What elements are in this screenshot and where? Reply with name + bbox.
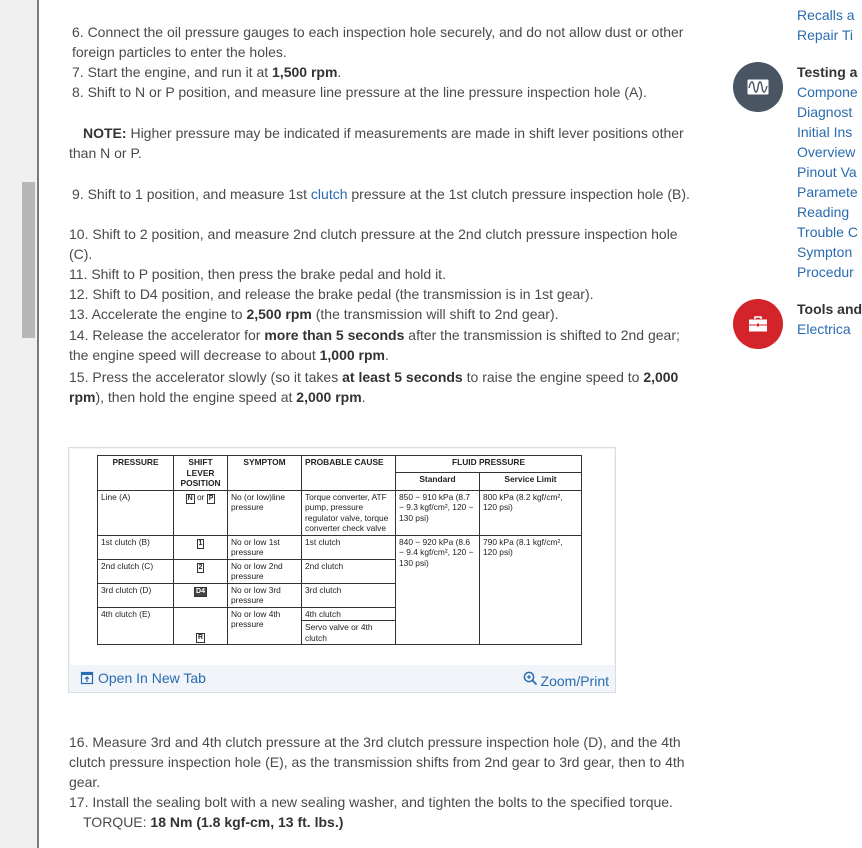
sidebar-heading-tools: Tools and xyxy=(797,301,862,317)
open-new-tab-icon xyxy=(81,672,93,684)
cell-clutch-limit: 790 kPa (8.1 kgf/cm², 120 psi) xyxy=(480,535,582,645)
step-11: 11. Shift to P position, then press the brake pedal and hold it. xyxy=(69,266,446,282)
step-10: 10. Shift to 2 position, and measure 2nd clutch pressure at the 2nd clutch pressure inspection hole (C). xyxy=(69,226,678,262)
key-n-icon: N xyxy=(187,494,193,502)
step-14-rpm: 1,000 rpm xyxy=(319,347,385,363)
cell-cause: Torque converter, ATF pump, pressure regulator valve, torque converter check valve xyxy=(302,490,396,535)
step-15-end: . xyxy=(361,389,366,405)
figure-footer xyxy=(69,666,615,692)
testing-section-icon xyxy=(733,62,783,112)
cell-shift-position xyxy=(174,583,228,607)
step-7-rpm: 1,500 rpm xyxy=(272,64,338,80)
sidebar-link-parameters[interactable]: Paramete xyxy=(797,184,858,200)
pressure-table-figure xyxy=(68,447,616,693)
key-p-icon: P xyxy=(208,494,214,502)
toolbox-icon xyxy=(748,316,768,332)
sidebar-link-electrical[interactable]: Electrica xyxy=(797,321,851,337)
cell-shift-position xyxy=(174,559,228,583)
header-standard: Standard xyxy=(396,473,480,490)
cell-service-limit: 800 kPa (8.2 kgf/cm², 120 psi) xyxy=(480,490,582,535)
cell-cause: 4th clutch xyxy=(302,607,396,621)
table-row-line xyxy=(98,490,582,535)
cell-pressure: 1st clutch (B) xyxy=(98,535,174,559)
zoom-print-label: Zoom/Print xyxy=(540,673,609,689)
step-14-mid: after the transmission is shifted to 2nd gear; the engine speed will decrease to about xyxy=(69,327,680,363)
step-9-end: pressure at the 1st clutch pressure inspection hole (B). xyxy=(347,186,690,202)
note-text: Higher pressure may be indicated if measurements are made in shift lever positions other than N or P. xyxy=(69,125,684,161)
sidebar-link-initial-inspection[interactable]: Initial Ins xyxy=(797,124,853,140)
cell-cause: 1st clutch xyxy=(302,535,396,559)
cell-cause: 3rd clutch xyxy=(302,583,396,607)
step-9-text: 9. Shift to 1 position, and measure 1st xyxy=(72,186,311,202)
cell-cause: 2nd clutch xyxy=(302,559,396,583)
header-fluid-pressure: FLUID PRESSURE xyxy=(396,456,582,473)
table-header-row xyxy=(98,456,582,473)
step-15-text: 15. Press the accelerator slowly (so it takes xyxy=(69,369,343,385)
cell-clutch-standard: 840 − 920 kPa (8.6 − 9.4 kgf/cm², 120 − 130 psi) xyxy=(396,535,480,645)
cell-shift-position xyxy=(174,607,228,645)
step-17: 17. Install the sealing bolt with a new sealing washer, and tighten the bolts to the specified torque. xyxy=(69,794,673,810)
fluid-pressure-table xyxy=(97,455,582,645)
sidebar-link-trouble-codes[interactable]: Trouble C xyxy=(797,224,858,240)
oscilloscope-icon xyxy=(747,79,769,95)
step-13-end: (the transmission will shift to 2nd gear). xyxy=(311,306,559,322)
step-7 xyxy=(69,62,341,82)
sidebar-link-recalls[interactable]: Recalls a xyxy=(797,7,855,23)
step-9 xyxy=(69,184,697,204)
table-row-1st xyxy=(98,535,582,559)
header-service-limit: Service Limit xyxy=(480,473,582,490)
sidebar-link-diagnostics[interactable]: Diagnost xyxy=(797,104,853,120)
step-6: 6. Connect the oil pressure gauges to each inspection hole securely, and do not allow dust or other foreign particles to enter the holes. xyxy=(72,24,684,60)
zoom-print-button[interactable] xyxy=(523,668,609,689)
header-probable-cause: PROBABLE CAUSE xyxy=(302,456,396,491)
or-text: or xyxy=(196,491,205,502)
open-in-new-tab-label: Open In New Tab xyxy=(98,670,206,686)
cell-shift-position xyxy=(174,490,228,535)
step-14-text: 14. Release the accelerator for xyxy=(69,327,265,343)
cell-standard: 850 − 910 kPa (8.7 − 9.3 kgf/cm², 120 − 130 psi) xyxy=(396,490,480,535)
step-16: 16. Measure 3rd and 4th clutch pressure at the 3rd clutch pressure inspection hole (D), and the 4th clutch pressure inspection hole (E), as the transmission shifts from 2nd gear to 3rd gear, then to 4th gear. xyxy=(69,734,685,790)
cell-pressure: 2nd clutch (C) xyxy=(98,559,174,583)
cell-symptom: No or low 4th pressure xyxy=(228,607,302,645)
header-shift-lever: SHIFT LEVER POSITION xyxy=(174,456,228,491)
sidebar-link-components[interactable]: Compone xyxy=(797,84,858,100)
left-gutter xyxy=(0,0,37,848)
torque-spec xyxy=(83,812,343,832)
step-13-rpm: 2,500 rpm xyxy=(246,306,312,322)
cell-symptom: No or low 2nd pressure xyxy=(228,559,302,583)
right-sidebar xyxy=(730,0,862,848)
clutch-link[interactable]: clutch xyxy=(310,186,348,202)
open-in-new-tab-button[interactable] xyxy=(81,670,206,686)
step-7-end: . xyxy=(337,64,342,80)
cell-symptom: No or low 3rd pressure xyxy=(228,583,302,607)
note xyxy=(69,123,699,163)
step-7-text: 7. Start the engine, and run it at xyxy=(72,64,273,80)
cell-symptom: No or low 1st pressure xyxy=(228,535,302,559)
sidebar-link-overview[interactable]: Overview xyxy=(797,144,856,160)
sidebar-link-reading[interactable]: Reading xyxy=(797,204,850,220)
cell-pressure: 3rd clutch (D) xyxy=(98,583,174,607)
tools-section-icon xyxy=(733,299,783,349)
cell-shift-position xyxy=(174,535,228,559)
step-13-text: 13. Accelerate the engine to xyxy=(69,306,247,322)
torque-label: TORQUE: xyxy=(83,814,151,830)
key-r-icon: R xyxy=(197,634,204,641)
zoom-in-icon xyxy=(523,671,538,686)
key-2-icon: 2 xyxy=(198,563,203,571)
step-14-end: . xyxy=(385,347,389,363)
step-13 xyxy=(69,304,559,324)
header-pressure: PRESSURE xyxy=(98,456,174,491)
sidebar-link-symptoms[interactable]: Sympton xyxy=(797,244,853,260)
cell-pressure: 4th clutch (E) xyxy=(98,607,174,645)
cell-cause: Servo valve or 4th clutch xyxy=(302,621,396,645)
cell-symptom: No (or low)line pressure xyxy=(228,490,302,535)
step-15-mid: to raise the engine speed to xyxy=(462,369,644,385)
step-15-rpm: 2,000 rpm xyxy=(69,369,679,405)
note-label: NOTE: xyxy=(83,125,127,141)
torque-value: 18 Nm (1.8 kgf-cm, 13 ft. lbs.) xyxy=(150,814,344,830)
figure-image[interactable] xyxy=(70,449,614,665)
scrollbar-thumb[interactable] xyxy=(22,182,35,338)
step-14 xyxy=(69,325,699,365)
step-15-mid2: ), then hold the engine speed at xyxy=(95,389,297,405)
header-symptom: SYMPTOM xyxy=(228,456,302,491)
step-15-hold-rpm: 2,000 rpm xyxy=(296,389,362,405)
step-15-duration: at least 5 seconds xyxy=(342,369,463,385)
cell-pressure: Line (A) xyxy=(98,490,174,535)
step-8: 8. Shift to N or P position, and measure line pressure at the line pressure inspection hole (A). xyxy=(72,84,647,100)
step-14-duration: more than 5 seconds xyxy=(264,327,405,343)
key-d4-icon: D4 xyxy=(196,587,205,595)
sidebar-link-procedures[interactable]: Procedur xyxy=(797,264,854,280)
sidebar-link-repair-times[interactable]: Repair Ti xyxy=(797,27,854,43)
step-15 xyxy=(69,367,699,407)
sidebar-link-pinout-values[interactable]: Pinout Va xyxy=(797,164,857,180)
step-12: 12. Shift to D4 position, and release the brake pedal (the transmission is in 1st gear). xyxy=(69,286,594,302)
sidebar-heading-testing: Testing a xyxy=(797,64,858,80)
panel-divider xyxy=(37,0,39,848)
key-1-icon: 1 xyxy=(198,539,203,547)
